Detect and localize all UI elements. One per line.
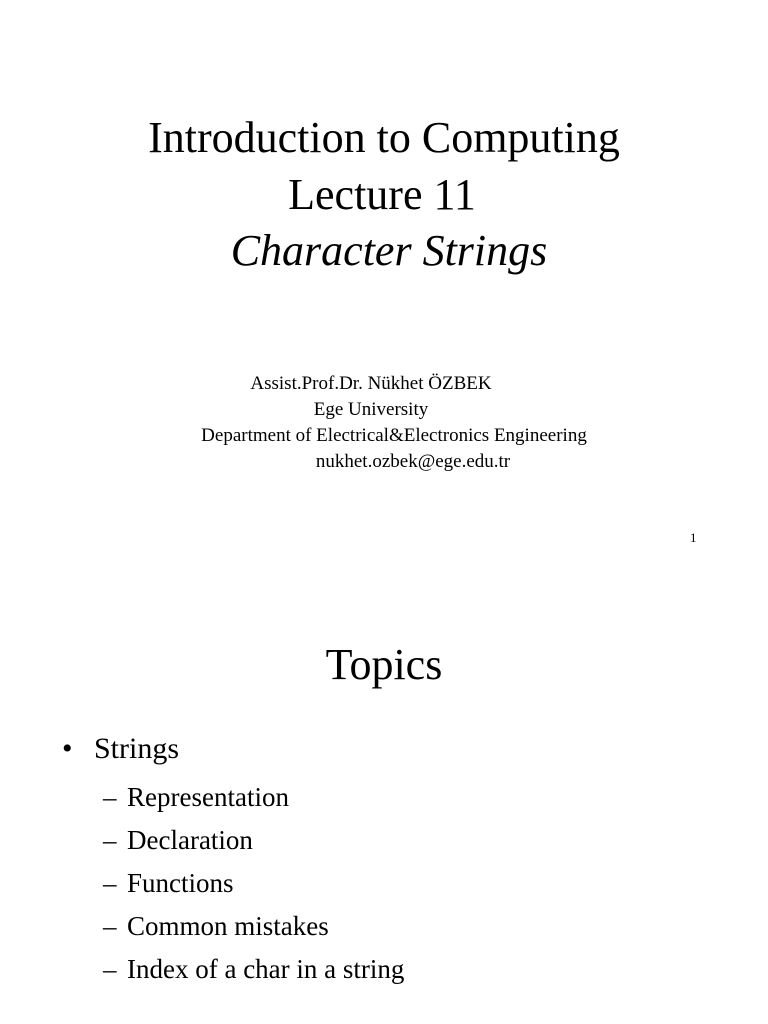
dash-marker: – bbox=[103, 911, 117, 941]
list-item bbox=[103, 905, 404, 948]
page-number: 1 bbox=[690, 530, 697, 545]
university-name: Ege University bbox=[313, 399, 429, 420]
dash-marker: – bbox=[103, 825, 117, 855]
course-title: Introduction to Computing bbox=[148, 113, 620, 162]
list-item bbox=[103, 819, 404, 862]
list-item-text: Index of a char in a string bbox=[127, 954, 405, 984]
bullet-text: Strings bbox=[94, 732, 180, 765]
slide-title: Topics bbox=[325, 640, 443, 689]
list-item bbox=[103, 776, 404, 819]
dash-marker: – bbox=[103, 954, 117, 984]
bullet-item bbox=[62, 730, 179, 768]
list-item-text: Declaration bbox=[127, 825, 253, 855]
author-email: nukhet.ozbek@ege.edu.tr bbox=[315, 451, 511, 472]
lecture-number: Lecture 11 bbox=[288, 170, 476, 219]
topics-slide bbox=[0, 560, 768, 1024]
list-item bbox=[103, 948, 404, 991]
list-item-text: Functions bbox=[127, 868, 234, 898]
author-name: Assist.Prof.Dr. Nükhet ÖZBEK bbox=[250, 373, 492, 394]
lecture-topic: Character Strings bbox=[230, 226, 548, 275]
list-item-text: Common mistakes bbox=[127, 911, 329, 941]
dash-marker: – bbox=[103, 782, 117, 812]
sub-topic-list bbox=[103, 776, 404, 991]
list-item bbox=[103, 862, 404, 905]
bullet-marker: • bbox=[62, 732, 73, 765]
department-name: Department of Electrical&Electronics Engineering bbox=[201, 425, 587, 446]
list-item-text: Representation bbox=[127, 782, 289, 812]
dash-marker: – bbox=[103, 868, 117, 898]
